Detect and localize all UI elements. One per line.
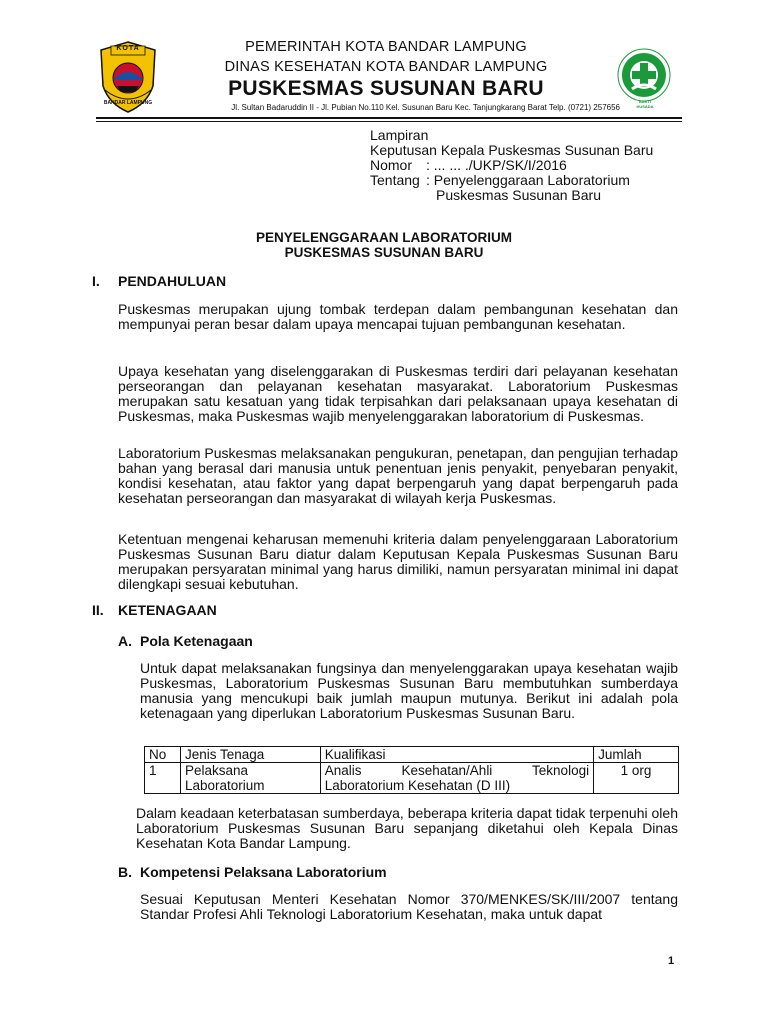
page-number: 1 [668,955,675,967]
doc-title-line-1: PENYELENGGARAAN LABORATORIUM [255,230,512,245]
subsection-b-number: B. [118,864,132,880]
subsection-a-heading: Pola Ketenagaan [140,633,253,649]
ketenagaan-table [144,746,679,794]
cell-kualifikasi: Analis Kesehatan/Ahli Teknologi Laboratorium Kesehatan (D III) [320,763,593,794]
subsection-b-heading: Kompetensi Pelaksana Laboratorium [140,864,387,880]
header-kualifikasi: Kualifikasi [320,747,593,763]
subsection-a-number: A. [118,633,132,649]
letterhead-rule [96,117,682,119]
lampiran-label: Lampiran [370,127,429,143]
header-jumlah: Jumlah [594,747,679,763]
doc-title-line-2: PUSKESMAS SUSUNAN BARU [284,245,484,260]
letterhead-title: PUSKESMAS SUSUNAN BARU [228,77,544,100]
subsection-a-paragraph-1: Untuk dapat melaksanakan fungsinya dan menyelenggarakan upaya kesehatan wajib Puskesmas, Laboratorium Puskesmas Susunan Baru membutuhkan sumberdaya manusia yang mencukupi baik jumlah maupun mutunya. Berikut ini adalah pola ketenagaan yang diperlukan Laboratorium Puskesmas Susunan Baru. [140,660,678,721]
header-no: No [145,747,181,763]
nomor-value: : ... ... ./UKP/SK/I/2016 [426,157,567,173]
tentang-value-1: : Penyelenggaraan Laboratorium [426,172,630,188]
left-logo-top-text: KOTA [116,45,140,52]
letterhead-address: Jl. Sultan Badaruddin II - Jl. Pubian No.110 Kel. Susunan Baru Kec. Tanjungkarang Barat Telp. (0721) 257656 [231,103,620,112]
header-jenis-tenaga: Jenis Tenaga [180,747,320,763]
table-row [145,763,679,794]
section-2-heading: KETENAGAAN [118,602,217,618]
cell-jenis-tenaga: Pelaksana Laboratorium [180,763,320,794]
tentang-value-2: Puskesmas Susunan Baru [436,187,601,203]
subsection-a-paragraph-2: Dalam keadaan keterbatasan sumberdaya, beberapa kriteria dapat tidak terpenuhi oleh Laboratorium Puskesmas Susunan Baru sepanjang diketahui oleh Kepala Dinas Kesehatan Kota Bandar Lampung. [136,805,678,851]
letterhead-line-2: DINAS KESEHATAN KOTA BANDAR LAMPUNG [224,59,548,75]
lampiran-block [370,128,653,203]
section-2-number: II. [92,602,104,618]
left-logo-bottom-text: BANDAR LAMPUNG [103,100,153,106]
section-1-paragraph-1: Puskesmas merupakan ujung tombak terdepan dalam pembangunan kesehatan dan mempunyai peran besar dalam upaya mencapai tujuan pembangunan kesehatan. [118,301,678,332]
right-logo-text: BAKTI HUSADA [636,99,654,109]
section-1-paragraph-4: Ketentuan mengenai keharusan memenuhi kriteria dalam penyelenggaraan Laboratorium Puskesmas Susunan Baru diatur dalam Keputusan Kepala Puskesmas Susunan Baru merupakan persyaratan minimal yang harus dimiliki, namun persyaratan minimal ini dapat dilengkapi sesuai kebutuhan. [118,531,678,592]
cell-no: 1 [145,763,181,794]
subsection-b-paragraph-1: Sesuai Keputusan Menteri Kesehatan Nomor 370/MENKES/SK/III/2007 tentang Standar Profesi Ahli Teknologi Laboratorium Kesehatan, maka untuk dapat [140,891,678,922]
table-header-row [145,747,679,763]
section-1-heading: PENDAHULUAN [118,273,227,289]
section-1-number: I. [92,273,100,289]
section-1-paragraph-2: Upaya kesehatan yang diselenggarakan di Puskesmas terdiri dari pelayanan kesehatan perseorangan dan pelayanan kesehatan masyarakat. Laboratorium Puskesmas merupakan satu kesatuan yang tidak terpisahkan dari pelaksanaan upaya kesehatan di Puskesmas, maka Puskesmas wajib menyelenggarakan laboratorium di Puskesmas. [118,363,678,424]
nomor-label: Nomor [370,157,413,173]
section-1-paragraph-3: Laboratorium Puskesmas melaksanakan pengukuran, penetapan, dan pengujian terhadap bahan yang berasal dari manusia untuk penentuan jenis penyakit, penyebaran penyakit, kondisi kesehatan, atau faktor yang dapat berpengaruh yang dapat berpengaruh pada kesehatan perseorangan dan masyarakat di wilayah kerja Puskesmas. [118,445,678,506]
cell-jumlah: 1 org [594,763,679,794]
letterhead-line-1: PEMERINTAH KOTA BANDAR LAMPUNG [245,39,527,55]
bakti-husada-logo [612,45,676,109]
letterhead-rule-thin [96,121,682,122]
tentang-label: Tentang [370,172,420,188]
lampiran-keputusan: Keputusan Kepala Puskesmas Susunan Baru [370,142,654,158]
